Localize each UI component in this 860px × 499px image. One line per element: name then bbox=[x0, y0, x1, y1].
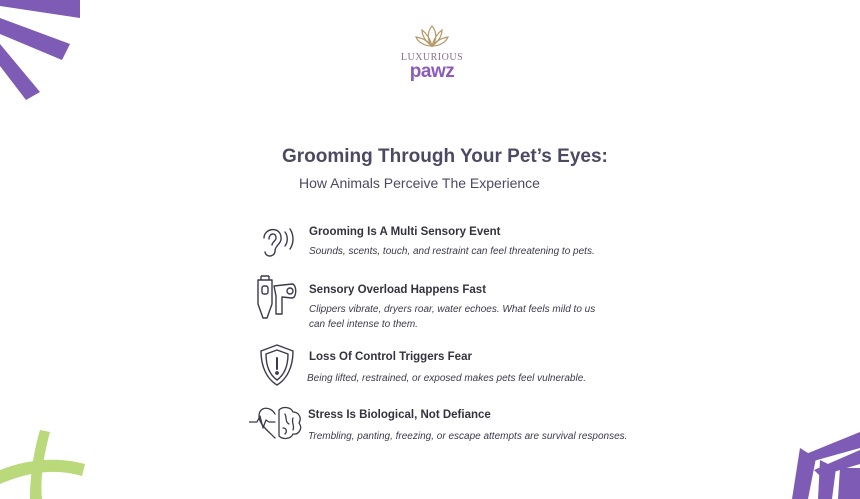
corner-decoration-bottom-left bbox=[0, 430, 90, 499]
page-title: Grooming Through Your Pet’s Eyes: bbox=[282, 146, 608, 167]
brand-logo bbox=[396, 22, 468, 82]
item-title: Grooming Is A Multi Sensory Event bbox=[309, 226, 501, 238]
corner-decoration-top-left bbox=[0, 0, 90, 110]
item-title: Loss Of Control Triggers Fear bbox=[309, 351, 472, 363]
item-title: Sensory Overload Happens Fast bbox=[309, 284, 487, 296]
lotus-icon bbox=[414, 24, 450, 50]
corner-decoration-bottom-right bbox=[780, 428, 860, 499]
heart-brain-icon bbox=[249, 404, 305, 442]
item-description: Trembling, panting, freezing, or escape attempts are survival responses. bbox=[308, 431, 628, 442]
item-title: Stress Is Biological, Not Defiance bbox=[308, 409, 491, 421]
item-description: Being lifted, restrained, or exposed makes pets feel vulnerable. bbox=[307, 373, 587, 384]
logo-wordmark-bottom: pawz bbox=[409, 61, 455, 82]
logo-wordmark-top: LUXURIOUS bbox=[400, 52, 464, 63]
item-description: Clippers vibrate, dryers roar, water echoes. What feels mild to us can feel intense to them. bbox=[309, 304, 596, 330]
clipper-dryer-icon bbox=[254, 274, 300, 324]
ear-icon bbox=[256, 220, 298, 262]
item-description: Sounds, scents, touch, and restraint can feel threatening to pets. bbox=[309, 246, 595, 257]
page-subtitle: How Animals Perceive The Experience bbox=[299, 175, 540, 191]
shield-warning-icon bbox=[257, 343, 297, 387]
